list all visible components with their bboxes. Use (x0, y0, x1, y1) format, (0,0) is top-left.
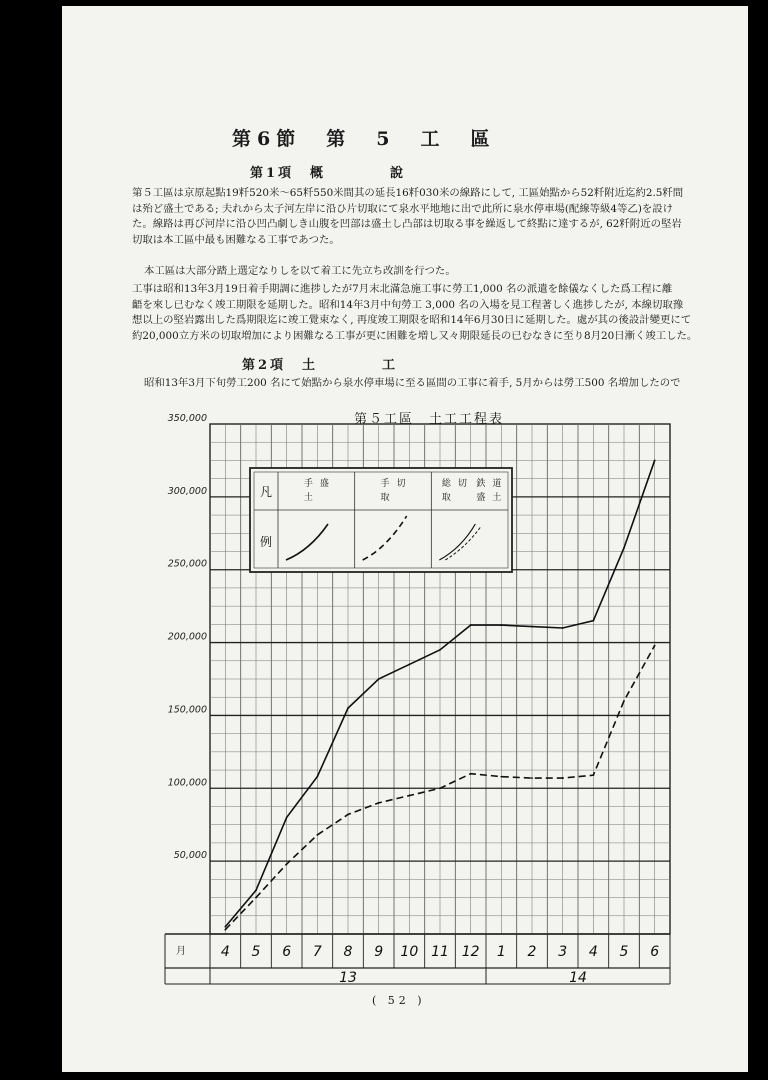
chart-title: 第５工區 土工工程表 (354, 412, 505, 427)
x-tick-label: 1 (496, 944, 506, 960)
series-point (470, 773, 472, 775)
legend-entry-label: 道 (492, 479, 502, 489)
legend-header: 例 (259, 535, 273, 549)
legend-entry-label: 手 (303, 479, 313, 489)
legend-header: 凡 (259, 485, 273, 499)
series-point (286, 863, 288, 865)
x-tick-label: 6 (282, 944, 292, 960)
series-point (562, 627, 564, 629)
series-point (654, 460, 656, 462)
legend-entry-label: 土 (303, 493, 313, 503)
series-point (531, 777, 533, 779)
y-tick-label: 100,000 (167, 777, 207, 789)
legend-entry-label: 盛 (476, 493, 486, 503)
x-tick-label: 3 (558, 944, 568, 960)
legend-entry-label: 取 (441, 493, 451, 503)
legend-entry-label: 切 (396, 479, 406, 489)
item1-title: 第1項 概 說 (250, 166, 407, 181)
text-line: 第５工區は京原起點19粁520米～65粁550米間其の延長16粁030米の線路にして, 工區始點から52粁附近迄約2.5粁間 (132, 187, 684, 199)
series-point (347, 814, 349, 816)
x-tick-label: 11 (431, 944, 449, 960)
text-line: 本工區は大部分踏上選定なりしを以て着工に先立ち改訓を行つた。 (144, 265, 456, 277)
y-tick-label: 200,000 (167, 631, 207, 643)
y-tick-label: 350,000 (167, 413, 207, 424)
series-point (439, 787, 441, 789)
series-point (408, 664, 410, 666)
series-point (562, 777, 564, 779)
series-point (500, 776, 502, 778)
text-line: 齬を來し已むなく竣工期限を延期した。昭和14年3月中旬勞工 3,000 名の入場を見工程著しく進捗したが, 本線切取豫 (132, 298, 684, 311)
text-line: 想以上の堅岩露出した爲期限迄に竣工覺束なく, 再度竣工期限を昭和14年6月30日に延期した。處が其の後設計變更にて (132, 314, 692, 326)
legend-entry-label: 鉄 (476, 479, 486, 489)
series-point (623, 547, 625, 549)
year-group-label: 14 (569, 970, 587, 986)
series-point (316, 834, 318, 836)
row-header-label: 月 (176, 946, 186, 957)
text-line: 昭和13年3月下旬勞工200 名にて始點から泉水停車場に至る區間の工事に着手, 5月からは勞工500 名増加したので (144, 377, 681, 389)
x-tick-label: 9 (374, 944, 384, 960)
series-point (470, 624, 472, 626)
series-point (286, 817, 288, 819)
page-number: ( 52 ) (372, 994, 426, 1007)
series-point (316, 776, 318, 778)
x-tick-label: 5 (619, 944, 629, 960)
document-page (62, 6, 748, 1072)
x-tick-label: 10 (400, 944, 419, 960)
text-line: 工事は昭和13年3月19日着手期調に進捗したが7月末北滿急施工事に勞工1,000 名の派遣を餘儀なくした爲工程に離 (132, 283, 673, 295)
item2-title: 第2項 土 工 (242, 358, 399, 373)
series-point (408, 795, 410, 797)
x-tick-label: 7 (312, 944, 322, 960)
x-tick-label: 4 (588, 944, 598, 960)
legend-entry-label: 手 (380, 479, 390, 489)
series-point (500, 624, 502, 626)
legend-entry-label: 切 (457, 479, 467, 489)
section-title: 第6節 第 5 工 區 (232, 128, 496, 150)
text-line: た。線路は再び河岸に沿ひ凹凸劇しき山腹を凹部は盛土し凸部は切取る事を繰返して終點に達するが, 62粁附近の堅岩 (132, 218, 682, 230)
series-point (224, 929, 226, 931)
progress-chart (62, 6, 748, 1072)
series-point (224, 926, 226, 928)
y-tick-label: 150,000 (167, 704, 207, 716)
series-point (347, 707, 349, 709)
text-line: 約20,000立方米の切取増加により困難なる工事が更に困難を増し又々期限延長の已むなきに至り8月20日漸く竣工した。 (132, 329, 698, 342)
series-point (623, 700, 625, 702)
series-point (255, 897, 257, 899)
series-point (531, 626, 533, 628)
x-tick-label: 2 (527, 944, 537, 960)
text-line: 切取は本工區中最も困難なる工事であつた。 (132, 233, 340, 246)
x-tick-label: 8 (343, 944, 353, 960)
y-tick-label: 50,000 (173, 850, 207, 862)
legend-entry-label: 取 (380, 493, 390, 503)
series-point (592, 774, 594, 776)
legend-entry-label: 総 (441, 479, 451, 489)
x-tick-label: 4 (220, 944, 230, 960)
legend-entry-label: 盛 (319, 479, 329, 489)
x-tick-label: 12 (461, 944, 480, 960)
series-point (255, 889, 257, 891)
series-point (592, 620, 594, 622)
y-tick-label: 250,000 (167, 558, 207, 570)
legend-entry-label: 土 (492, 493, 502, 503)
text-line: は殆ど盛土である; 夫れから太子河左岸に沿ひ片切取にて泉水平地地に出で此所に泉水停車場(配線等級4等乙)を設け (132, 202, 674, 215)
y-tick-label: 300,000 (167, 485, 207, 497)
series-point (439, 649, 441, 651)
series-point (378, 802, 380, 804)
year-group-label: 13 (339, 970, 357, 986)
x-tick-label: 6 (650, 944, 660, 960)
series-point (654, 645, 656, 647)
series-point (378, 678, 380, 680)
x-tick-label: 5 (251, 944, 261, 960)
